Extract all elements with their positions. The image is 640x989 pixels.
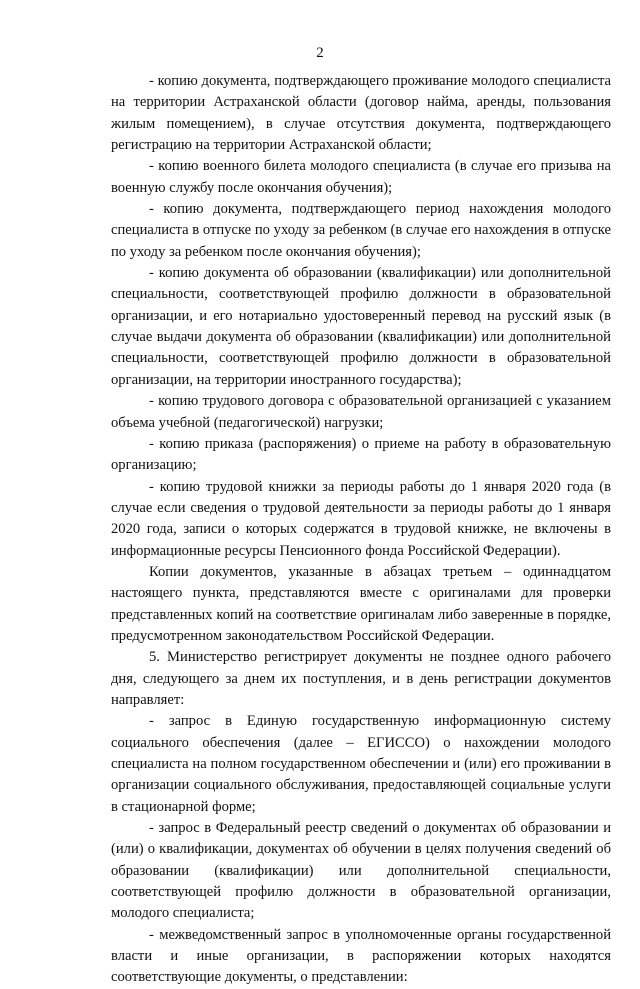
document-body <box>111 71 611 989</box>
paragraph-egisso-request: - запрос в Единую государственную информационную систему социального обеспечения (далее – ЕГИССО) о нахождении молодого специалиста на полном государственном обеспечении и (или) его проживании в организации социального обслуживания, предоставляющей социальные услуги в стационарной форме; <box>111 713 611 815</box>
paragraph-residence-document: - копию документа, подтверждающего проживание молодого специалиста на территории Астраханской области (договор найма, аренды, пользования жилым помещением), в случае отсутствия документа, подтверждающего регистрацию на территории Астраханской области; <box>111 73 611 154</box>
paragraph-parental-leave: - копию документа, подтверждающего период нахождения молодого специалиста в отпуске по уходу за ребенком (в случае его нахождения в отпуске по уходу за ребенком после окончания обучения); <box>111 201 611 260</box>
paragraph-military-id: - копию военного билета молодого специалиста (в случае его призыва на военную службу после окончания обучения); <box>111 158 611 196</box>
paragraph-copies-verification: Копии документов, указанные в абзацах третьем – одиннадцатом настоящего пункта, представляются вместе с оригиналами для проверки представленных копий на соответствие оригиналам либо заверенные в порядке, предусмотренном законодательством Российской Федерации. <box>111 563 611 644</box>
paragraph-federal-registry-request: - запрос в Федеральный реестр сведений о документах об образовании и (или) о квалификации, документах об обучении в целях получения сведений об образовании (квалификации) или дополнительной специальности, соответствующей профилю должности в образовательной организации, молодого специалиста; <box>111 820 611 922</box>
paragraph-work-record-book: - копию трудовой книжки за периоды работы до 1 января 2020 года (в случае если сведения о трудовой деятельности за периоды работы до 1 января 2020 года, записи о которых содержатся в трудовой книжке, не включены в информационные ресурсы Пенсионного фонда Российской Федерации). <box>111 478 611 559</box>
paragraph-hiring-order: - копию приказа (распоряжения) о приеме на работу в образовательную организацию; <box>111 435 611 474</box>
paragraph-education-document: - копию документа об образовании (квалификации) или дополнительной специальности, соответствующей профилю должности в образовательной организации, и его нотариально удостоверенный перевод на русский язык (в случае выдачи документа об образовании (квалификации) или дополнительной специальности, соответствующей профилю должности в образовательной организации, на территории иностранного государства); <box>111 265 611 388</box>
paragraph-ministry-registration: 5. Министерство регистрирует документы не позднее одного рабочего дня, следующего за днем их поступления, и в день регистрации документов направляет: <box>111 649 611 708</box>
paragraph-interagency-request: - межведомственный запрос в уполномоченные органы государственной власти и иные организации, в распоряжении которых находятся соответствующие документы, о представлении: <box>111 926 611 986</box>
page-number: 2 <box>316 45 324 61</box>
paragraph-employment-contract: - копию трудового договора с образовательной организацией с указанием объема учебной (педагогической) нагрузки; <box>111 393 611 431</box>
